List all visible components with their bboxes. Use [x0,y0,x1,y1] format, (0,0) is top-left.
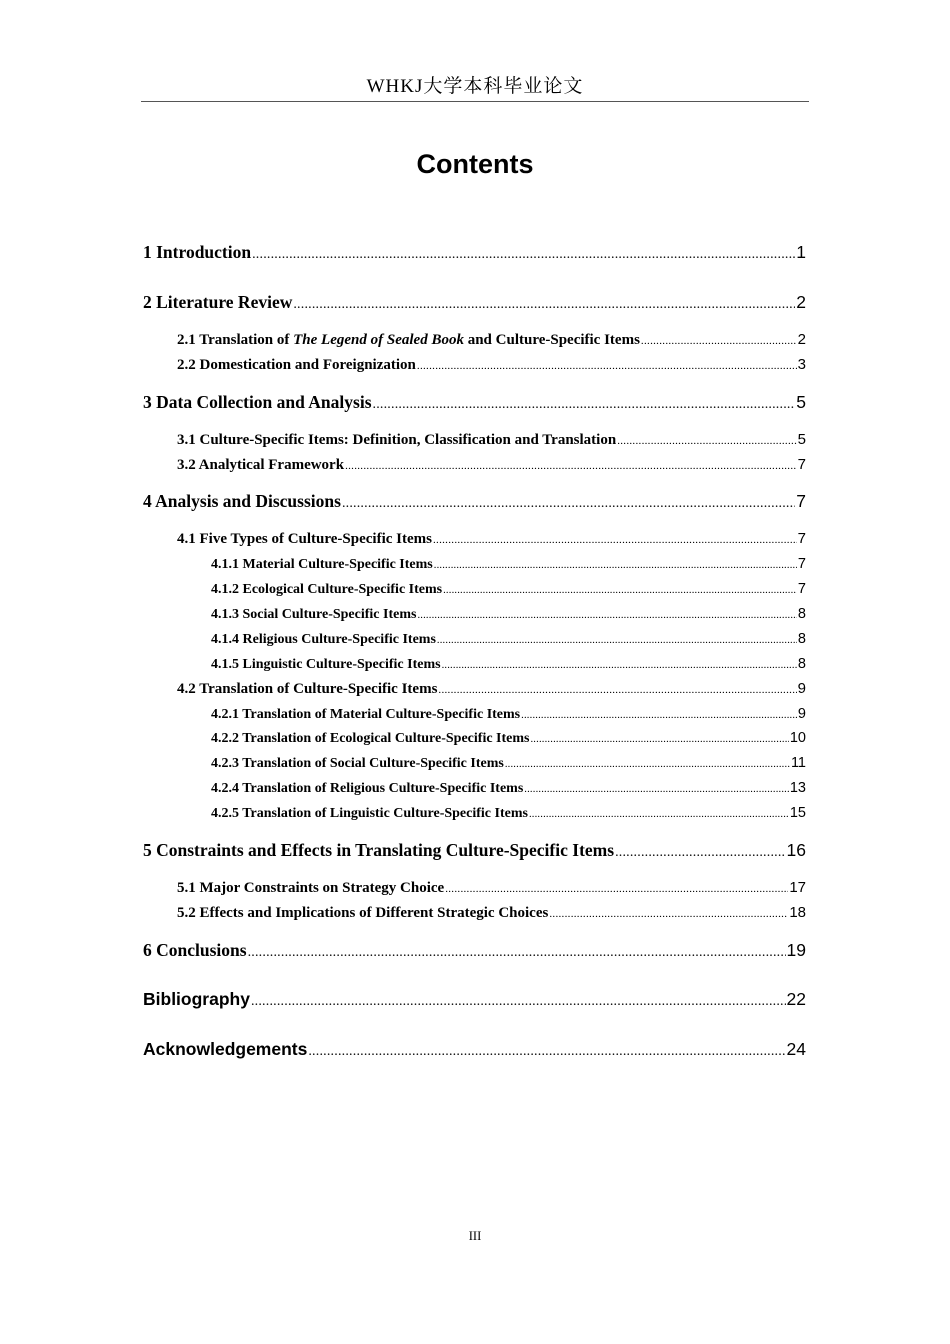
toc-entry-5-2[interactable] [177,904,806,922]
leader-dots [373,397,796,413]
toc-entry-conclusions[interactable] [143,940,806,961]
leader-dots [342,496,795,512]
toc-entry-4-2[interactable] [177,680,806,698]
leader-dots [345,460,797,472]
book-title: The Legend of Sealed Book [293,332,464,348]
leader-dots [417,360,797,372]
toc-entry-label: 4.2 Translation of Culture-Specific Items [177,681,438,697]
leader-dots [438,684,796,696]
toc-entry-4-2-4[interactable] [211,780,806,797]
toc-page-number: 7 [797,556,806,572]
toc-entry-label: 4.1.5 Linguistic Culture-Specific Items [211,657,441,672]
toc-label-prefix: 2.1 Translation of [177,332,294,348]
toc-entry-label: 6 Conclusions [143,940,247,960]
toc-page-number: 15 [789,805,806,821]
toc-entry-label [177,332,640,349]
toc-page-number: 2 [797,331,806,348]
toc-entry-acknowledgements[interactable] [143,1039,806,1060]
toc-entry-4-2-5[interactable] [211,805,806,822]
toc-entry-data-collection[interactable] [143,392,806,413]
toc-entry-4-1-2[interactable] [211,581,806,598]
leader-dots [442,660,797,671]
toc-page-number: 10 [789,730,806,746]
toc-entry-label: 5.1 Major Constraints on Strategy Choice [177,880,445,896]
toc-entry-label: 2.2 Domestication and Foreignization [177,357,416,373]
toc-entry-label: 3.1 Culture-Specific Items: Definition, Classification and Translation [177,432,617,448]
toc-entry-label: 1 Introduction [143,242,252,262]
toc-page-number: 8 [797,631,806,647]
toc-entry-label: 4.1.2 Ecological Culture-Specific Items [211,582,443,597]
leader-dots [293,297,795,313]
toc-page-number: 8 [797,656,806,672]
leader-dots [248,945,786,961]
toc-entry-label: 4.1 Five Types of Culture-Specific Items [177,531,432,547]
leader-dots [505,759,790,770]
toc-entry-3-1[interactable] [177,431,806,449]
toc-page-number: 19 [786,940,806,960]
toc-entry-label: 2 Literature Review [143,292,293,312]
toc-page-number: 8 [797,606,806,622]
running-header: WHKJ大学本科毕业论文 [366,76,584,97]
leader-dots [308,1044,785,1060]
toc-page-number: 2 [796,292,806,312]
toc-entry-constraints[interactable] [143,840,806,861]
toc-page-number: 11 [790,755,806,771]
toc-page-number: 9 [797,680,806,697]
toc-page-number: 7 [796,491,806,511]
leader-dots [529,809,789,820]
toc-entry-label: 4 Analysis and Discussions [143,491,341,511]
toc-entry-4-1-3[interactable] [211,606,806,623]
toc-page-number: 17 [789,879,806,896]
leader-dots [417,610,796,621]
leader-dots [434,560,797,571]
leader-dots [437,635,797,646]
toc-label-suffix: and Culture-Specific Items [463,332,640,348]
toc-entry-label: 4.1.3 Social Culture-Specific Items [211,607,417,622]
toc-entry-5-1[interactable] [177,879,806,897]
toc-entry-introduction[interactable] [143,242,806,263]
leader-dots [615,845,785,861]
toc-page-number: 7 [797,530,806,547]
toc-page-number: 7 [797,581,806,597]
toc-entry-label: 4.1.4 Religious Culture-Specific Items [211,632,436,647]
toc-entry-4-1-5[interactable] [211,656,806,673]
toc-page-number: 3 [797,356,806,373]
toc-entry-label: 5.2 Effects and Implications of Different Strategic Choices [177,905,549,921]
leader-dots [443,585,797,596]
toc-entry-label: 4.2.2 Translation of Ecological Culture-Specific Items [211,731,530,746]
toc-page-number: 18 [789,904,806,921]
toc-entry-4-1-1[interactable] [211,556,806,573]
leader-dots [617,435,796,447]
toc-entry-2-2[interactable] [177,356,806,374]
leader-dots [549,908,788,920]
toc-page-number: 7 [797,456,806,473]
leader-dots [445,883,788,895]
toc-page-number: 24 [786,1039,806,1059]
page-number-footer: III [468,1229,482,1243]
toc-entry-4-2-1[interactable] [211,706,806,723]
toc-page-number: 22 [786,989,806,1009]
toc-entry-label: 3.2 Analytical Framework [177,457,345,473]
toc-page-number: 1 [796,242,806,262]
toc-entry-label: 4.2.1 Translation of Material Culture-Specific Items [211,707,521,722]
toc-page-number: 13 [789,780,806,796]
toc-entry-label: Bibliography [143,989,250,1009]
toc-entry-label: 4.2.5 Translation of Linguistic Culture-Specific Items [211,806,528,821]
leader-dots [251,994,786,1010]
toc-entry-4-1-4[interactable] [211,631,806,648]
toc-entry-label: 5 Constraints and Effects in Translating Culture-Specific Items [143,840,615,860]
toc-entry-label: Acknowledgements [143,1039,308,1059]
toc-entry-literature-review[interactable] [143,292,806,313]
toc-entry-label: 3 Data Collection and Analysis [143,392,372,412]
leader-dots [252,247,795,263]
leader-dots [641,335,797,347]
toc-entry-2-1[interactable] [177,331,806,349]
toc-entry-4-1[interactable] [177,530,806,548]
toc-entry-label: 4.1.1 Material Culture-Specific Items [211,557,433,572]
leader-dots [530,734,788,745]
page-title: Contents [416,149,534,179]
toc-entry-4-2-2[interactable] [211,730,806,747]
toc-page-number: 16 [786,840,806,860]
leader-dots [524,784,789,795]
toc-page-number: 9 [797,706,806,722]
toc-page-number: 5 [796,392,806,412]
toc-entry-3-2[interactable] [177,456,806,474]
toc-page-number: 5 [797,431,806,448]
leader-dots [521,710,797,721]
toc-entry-analysis[interactable] [143,491,806,512]
toc-entry-label: 4.2.3 Translation of Social Culture-Specific Items [211,756,504,771]
toc-entry-bibliography[interactable] [143,989,806,1010]
toc-entry-4-2-3[interactable] [211,755,806,772]
toc-entry-label: 4.2.4 Translation of Religious Culture-Specific Items [211,781,524,796]
leader-dots [433,534,797,546]
